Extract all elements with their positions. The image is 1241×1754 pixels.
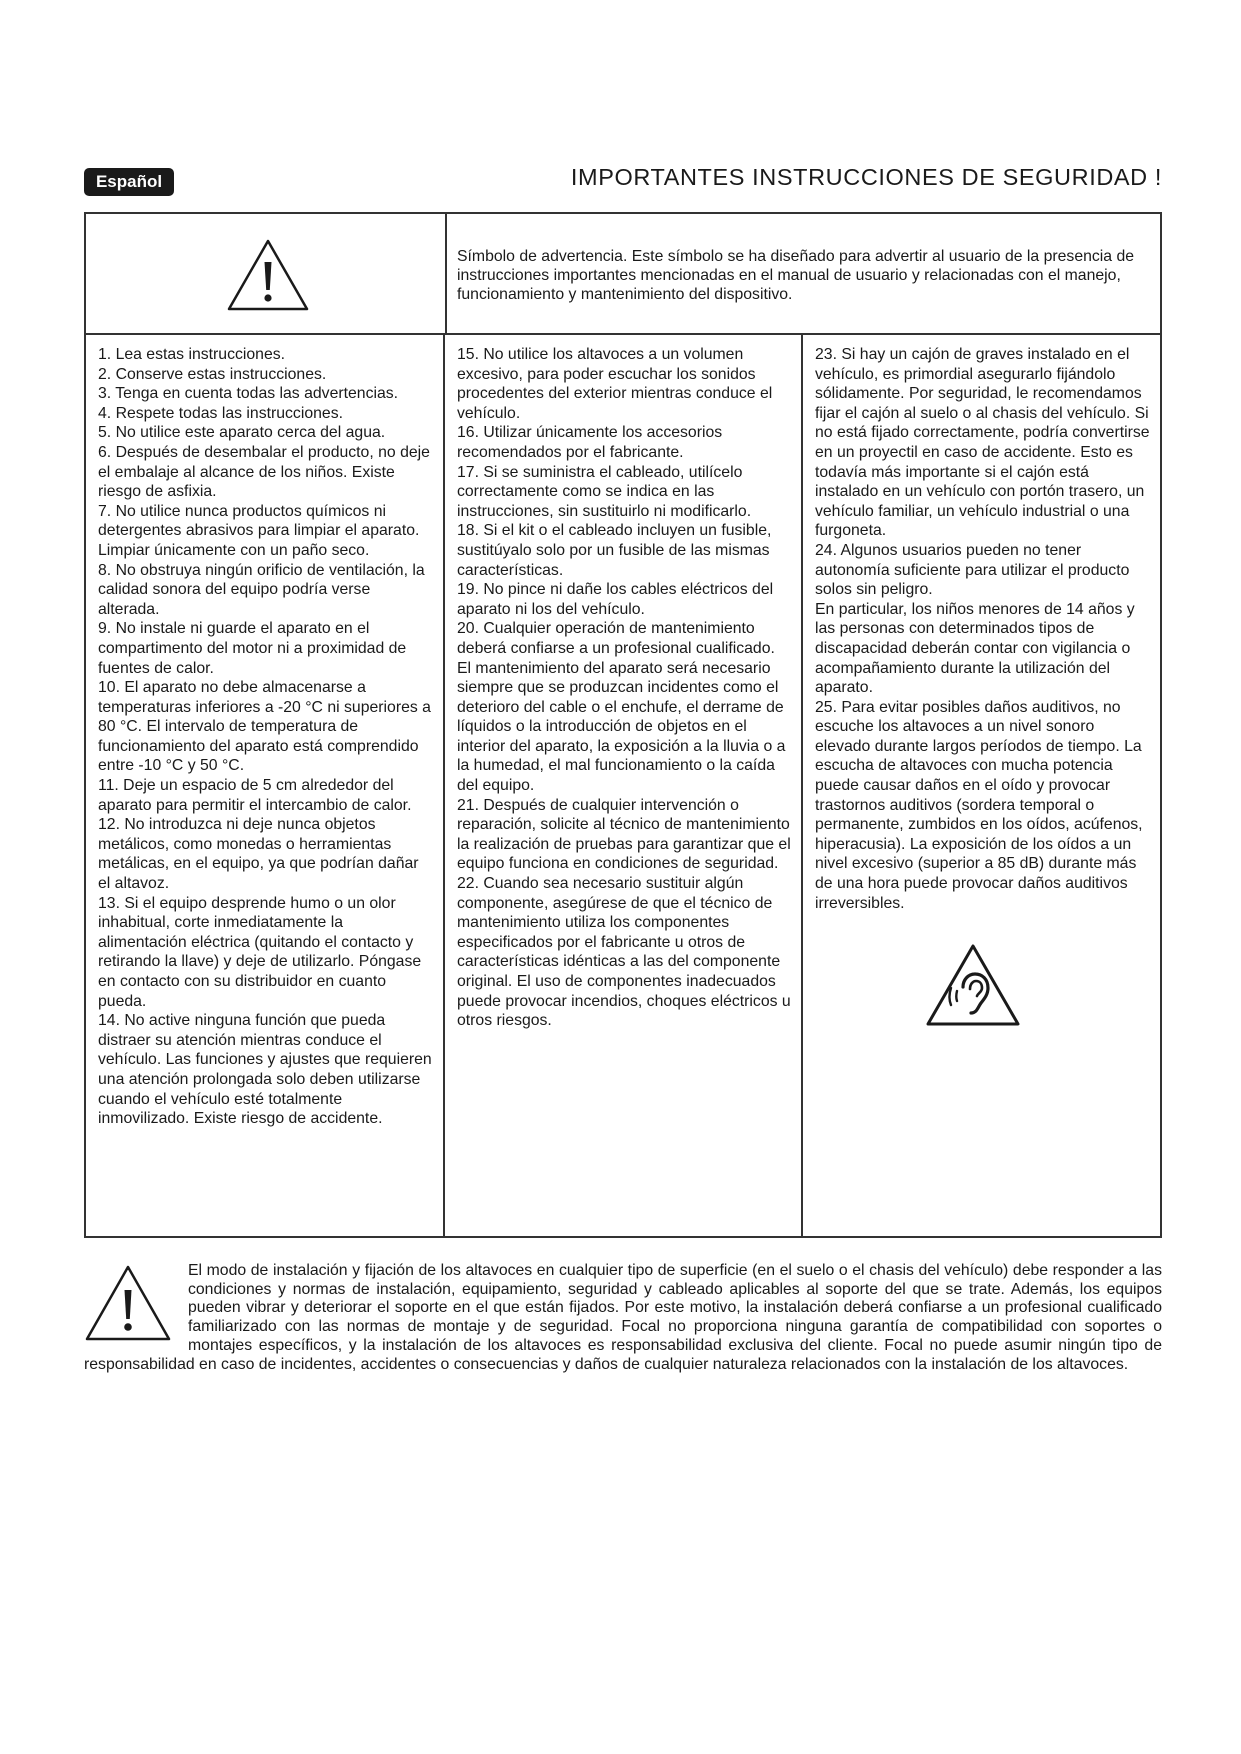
safety-instructions-table xyxy=(84,212,1162,1238)
instruction-item: 3. Tenga en cuenta todas las advertencias. xyxy=(98,385,399,403)
instruction-item: 7. No utilice nunca productos químicos ni detergentes abrasivos para limpiar el aparato. Limpiar únicamente con un paño seco. xyxy=(98,502,420,559)
instruction-item: 16. Utilizar únicamente los accesorios recomendados por el fabricante. xyxy=(457,424,723,461)
instruction-item: 6. Después de desembalar el producto, no deje el embalaje al alcance de los niños. Existe riesgo de asfixia. xyxy=(98,443,430,501)
instruction-item: 19. No pince ni dañe los cables eléctricos del aparato ni los del vehículo. xyxy=(457,581,774,618)
instruction-item: 11. Deje un espacio de 5 cm alrededor del aparato para permitir el intercambio de calor. xyxy=(98,777,412,814)
warning-symbol-row xyxy=(86,214,1160,335)
instruction-item: 22. Cuando sea necesario sustituir algún componente, asegúrese de que el técnico de mantenimiento utiliza los componentes especificados por el fabricante u otros de características idénticas a las del componente original. El uso de componentes inadecuados puede provocar incendios, choques eléctricos u otros riesgos. xyxy=(457,875,791,1030)
instruction-item: 18. Si el kit o el cableado incluyen un fusible, sustitúyalo solo por un fusible de las mismas características. xyxy=(457,522,772,579)
instruction-item: 23. Si hay un cajón de graves instalado en el vehículo, es primordial asegurarlo fijándolo sólidamente. Por seguridad, le recomendamos fijar el cajón al suelo o al chasis del vehículo. Si no está fijado correctamente, podría convertirse en un proyectil en caso de accidente. Esto es todavía más importante si el cajón está instalado en un vehículo con portón trasero, un vehículo familiar, un vehículo industrial o una furgoneta. xyxy=(815,346,1150,540)
installation-warning xyxy=(84,1262,1162,1374)
instruction-item: 9. No instale ni guarde el aparato en el compartimento del motor ni a proximidad de fuentes de calor. xyxy=(98,620,407,677)
instruction-item: 21. Después de cualquier intervención o reparación, solicite al técnico de mantenimiento la realización de pruebas para garantizar que el equipo funciona en condiciones de seguridad. xyxy=(457,796,791,873)
warning-triangle-icon xyxy=(226,238,310,312)
instruction-item: 2. Conserve estas instrucciones. xyxy=(98,365,327,383)
instruction-item: 4. Respete todas las instrucciones. xyxy=(98,404,343,422)
instruction-item: 17. Si se suministra el cableado, utilícelo correctamente como se indica en las instrucciones, sin sustituirlo ni modificarlo. xyxy=(457,463,752,520)
warning-symbol-description: Símbolo de advertencia. Este símbolo se ha diseñado para advertir al usuario de la presencia de instrucciones importantes mencionadas en el manual de usuario y relacionadas con el manejo, funcionamiento y mantenimiento del dispositivo. xyxy=(457,248,1135,303)
instruction-item: 14. No active ninguna función que pueda distraer su atención mientras conduce el vehículo. Las funciones y ajustes que requieren una atención prolongada solo deben utilizarse cuando el vehículo esté totalmente inmovilizado. Existe riesgo de accidente. xyxy=(98,1012,432,1128)
language-badge: Español xyxy=(84,168,174,196)
instruction-item: En particular, los niños menores de 14 años y las personas con determinados tipos de discapacidad deberán contar con vigilancia o acompañamiento durante la utilización del aparato. xyxy=(815,600,1135,697)
instruction-item: 13. Si el equipo desprende humo o un olor inhabitual, corte inmediatamente la alimentación eléctrica (quitando el contacto y retirando la llave) y deje de utilizarlo. Póngase en contacto con su distribuidor en cuanto pueda. xyxy=(98,894,422,1010)
instruction-item: 24. Algunos usuarios pueden no tener autonomía suficiente para utilizar el producto solos sin peligro. xyxy=(815,541,1130,599)
instruction-item: 12. No introduzca ni deje nunca objetos metálicos, como monedas o herramientas metálicas, en el equipo, ya que podrían dañar el altavoz. xyxy=(98,816,419,893)
warning-triangle-icon xyxy=(84,1264,172,1342)
instruction-item: 15. No utilice los altavoces a un volumen excesivo, para poder escuchar los sonidos procedentes del exterior mientras conduce el vehículo. xyxy=(457,346,773,422)
instruction-item: 5. No utilice este aparato cerca del agua. xyxy=(98,424,386,442)
instruction-item: 8. No obstruya ningún orificio de ventilación, la calidad sonora del equipo podría verse alterada. xyxy=(98,561,425,618)
installation-warning-text: El modo de instalación y fijación de los altavoces en cualquier tipo de superficie (en el suelo o el chasis del vehículo) debe responder a las condiciones y normas de instalación, equipamiento, seguridad y cableado aplicables al soporte del que se trate. Además, los equipos pueden vibrar y deteriorar el soporte en el que están fijados. Por este motivo, la instalación deberá confiarse a un profesional cualificado familiarizado con las normas de montaje y de seguridad. Focal no proporciona ninguna garantía de compatibilidad con soportes o montajes específicos, y la instalación de los altavoces es responsabilidad exclusiva del cliente. Focal no puede asumir ningún tipo de responsabilidad en caso de incidentes, accidentes o consecuencias y daños de cualquier naturaleza relacionados con la instalación de los altavoces. xyxy=(84,1262,1162,1373)
instruction-item: 25. Para evitar posibles daños auditivos, no escuche los altavoces a un nivel sonoro elevado durante largos períodos de tiempo. La escucha de altavoces con mucha potencia puede causar daños en el oído y provocar trastornos auditivos (sordera temporal o permanente, zumbidos en los oídos, acúfenos, hiperacusia). La exposición de los oídos a un nivel excesivo (superior a 85 dB) durante más de una hora puede provocar daños auditivos irreversibles. xyxy=(815,698,1143,912)
warning-symbol-cell xyxy=(86,214,447,333)
instruction-item: 20. Cualquier operación de mantenimiento deberá confiarse a un profesional cualificado. El mantenimiento del aparato será necesario siempre que se produzcan incidentes como el deterioro del cable o el enchufe, el derrame de líquidos o la introducción de objetos en el interior del aparato, la exposición a la lluvia o a la humedad, el mal funcionamiento o la caída del equipo. xyxy=(457,620,786,795)
page-title: IMPORTANTES INSTRUCCIONES DE SEGURIDAD ! xyxy=(570,164,1162,190)
instruction-item: 10. El aparato no debe almacenarse a temperaturas inferiores a -20 °C ni superiores a 80 °C. El intervalo de temperatura de funcionamiento del aparato está comprendido entre -10 °C y 50 °C. xyxy=(98,679,431,775)
instructions-column-1 xyxy=(86,335,445,1236)
instructions-column-3 xyxy=(803,335,1160,1236)
hearing-warning-icon xyxy=(925,943,1021,1027)
instruction-item: 1. Lea estas instrucciones. xyxy=(98,346,286,363)
instructions-columns xyxy=(86,335,1160,1236)
instructions-column-2 xyxy=(445,335,803,1236)
